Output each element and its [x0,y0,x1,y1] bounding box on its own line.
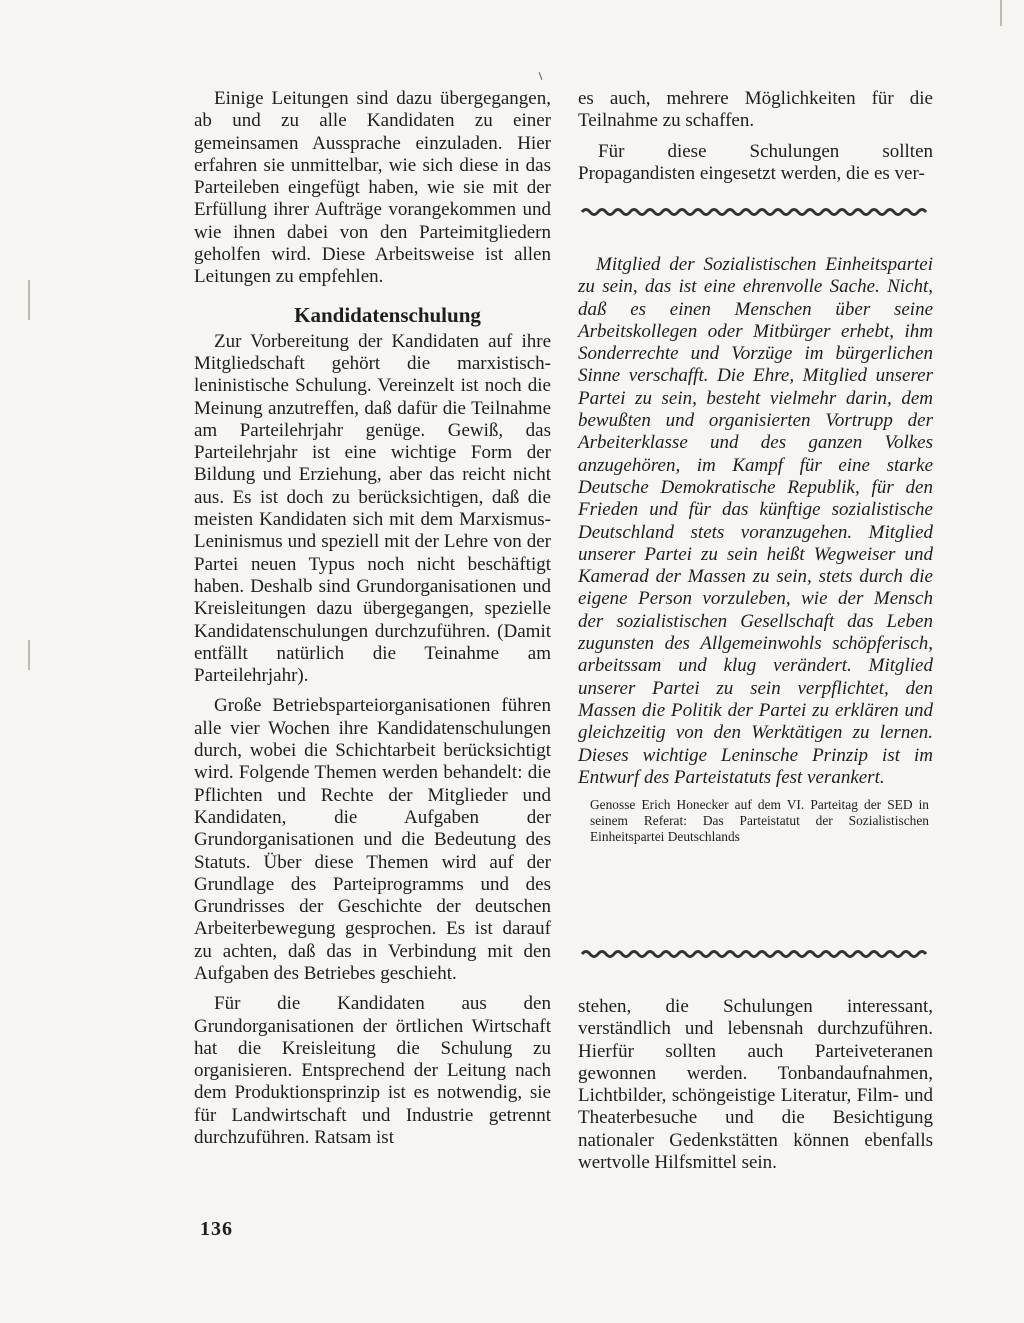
honecker-quote [578,254,933,789]
right-paragraph-1: es auch, mehrere Möglichkeiten für die Teilnahme zu schaffen. [578,88,933,132]
page-number: 136 [200,1218,233,1240]
quote-box [578,254,933,845]
scan-edge-mark [28,280,30,320]
wavy-rule-ornament-icon [578,948,936,960]
section-heading: Kandidatenschulung [294,302,481,327]
scan-edge-mark [1000,0,1002,26]
scan-tick-mark [539,72,543,80]
left-paragraph-4: Für die Kandidaten aus den Grundorganisationen der örtlichen Wirtschaft hat die Kreisleitung die Schulung zu organisieren. Entsprechend der Leitung nach dem Produktionsprinzip ist es notwendig, sie für Landwirtschaft und Industrie getrennt durchzuführen. Ratsam ist [194,993,551,1149]
wavy-rule-ornament-icon [578,206,936,218]
right-paragraph-2: Für diese Schulungen sollten Propagandisten eingesetzt werden, die es ver- [578,140,933,184]
right-paragraph-3: stehen, die Schulungen interessant, verständlich und lebensnah durchzuführen. Hierfür sollten auch Parteiveteranen gewonnen werden. Tonbandaufnahmen, Lichtbilder, schöngeistige Literatur, Film- und Theaterbesuche und die Besichtigung nationaler Gedenkstätten können ebenfalls wertvolle Hilfsmittel sein. [578,996,933,1174]
left-paragraph-3: Große Betriebsparteiorganisationen führen alle vier Wochen ihre Kandidatenschulungen durch, wobei die Schichtarbeit berücksichtigt wird. Folgende Themen werden behandelt: die Pflichten und Rechte der Mitglieder und Kandidaten, die Aufgaben der Grundorganisationen und die Bedeutung des Statuts. Über diese Themen wird auf der Grundlage des Parteiprogramms und des Grundrisses der Geschichte der deutschen Arbeiterbewegung gesprochen. Es ist darauf zu achten, daß das in Verbindung mit den Aufgaben des Betriebes geschieht. [194,695,551,984]
quote-attribution: Genosse Erich Honecker auf dem VI. Parteitag der SED in seinem Referat: Das Parteistatut der Sozialistischen Einheitspartei Deutschlands [590,797,929,845]
scan-edge-mark [28,640,30,670]
left-paragraph-1: Einige Leitungen sind dazu übergegangen, ab und zu alle Kandidaten zu einer gemeinsamen Aussprache einzuladen. Hier erfahren sie unmittelbar, wie sich diese in das Parteileben eingefügt haben, wie sie mit der Erfüllung ihrer Aufträge vorangekommen und wie ihnen dabei von den Parteimitgliedern geholfen wird. Diese Arbeitsweise ist allen Leitungen zu empfehlen. [194,88,551,288]
right-column-top [578,88,933,185]
right-column-bottom [578,996,933,1174]
left-column [194,88,551,1149]
quote-text: Mitglied der Sozialistischen Einheitspartei zu sein, das ist eine ehrenvolle Sache. Nicht, daß es einen Menschen über seine Arbeitskollegen oder Mitbürger erhebt, ihm Sonderrechte und Vorzüge im bürgerlichen Sinne verschafft. Die Ehre, Mitglied unserer Partei zu sein, besteht vielmehr darin, dem bewußten und organisierten Vortrupp der Arbeiterklasse und des ganzen Volkes anzugehören, im Kampf für eine starke Deutsche Demokratische Republik, für den Frieden und für das künftige sozialistische Deutschland stets voranzugehen. Mitglied unserer Partei zu sein heißt Wegweiser und Kamerad der Massen zu sein, stets durch die eigene Person vorzuleben, wie der Mensch der sozialistischen Gesellschaft das Leben zugunsten des Allgemeinwohls schöpferisch, arbeitssam und klug verändert. Mitglied unserer Partei zu sein verpflichtet, den Massen die Politik der Partei zu erklären und gleichzeitig von den Werktätigen zu lernen. Dieses wichtige Leninsche Prinzip ist im Entwurf des Parteistatuts fest verankert. [578,254,933,788]
left-paragraph-2: Zur Vorbereitung der Kandidaten auf ihre Mitgliedschaft gehört die marxistisch-leninistische Schulung. Vereinzelt ist noch die Meinung anzutreffen, daß dafür die Teilnahme am Parteilehrjahr genüge. Gewiß, das Parteilehrjahr ist eine wichtige Form der Bildung und Erziehung, aber das reicht nicht aus. Es ist doch zu berücksichtigen, daß die meisten Kandidaten sich mit dem Marxismus-Leninismus und speziell mit der Lehre von der Partei neuen Typus noch nicht beschäftigt haben. Deshalb sind Grundorganisationen und Kreisleitungen dazu übergegangen, spezielle Kandidatenschulungen durchzuführen. (Damit entfällt natürlich die Teinahme am Parteilehrjahr). [194,330,551,687]
